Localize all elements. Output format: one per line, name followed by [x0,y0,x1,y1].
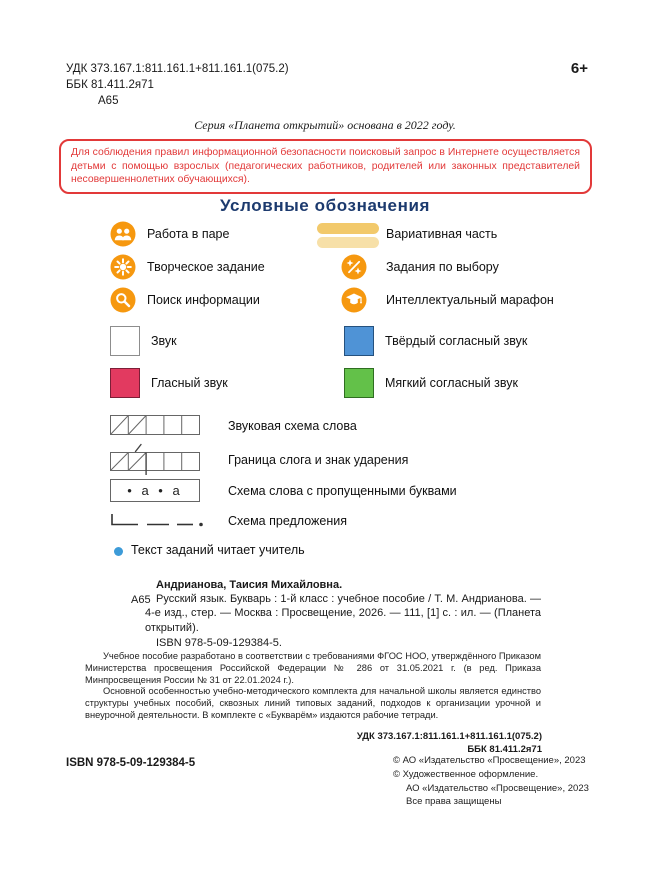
legend-label-search: Поиск информации [147,293,260,307]
copyright-line-2: © Художественное оформление. [393,768,539,780]
footer-copyright-block [393,754,589,809]
soft-consonant-square-icon [344,368,374,398]
legend-label-vowel: Гласный звук [151,376,228,390]
pair-work-icon [110,221,136,252]
legend-label-variative: Вариативная часть [386,227,498,241]
variative-bar-top [317,223,379,234]
bbk-line: ББК 81.411.2я71 [66,79,154,91]
legend-label-syllable-scheme: Граница слога и знак ударения [228,453,409,467]
variative-part-icon [317,223,379,248]
age-badge: 6+ [570,60,588,77]
vowel-square-icon [110,368,140,398]
missing-letters-scheme-icon [110,479,200,502]
copyright-line-1: © АО «Издательство «Просвещение», 2023 [393,755,586,766]
biblio-udk: УДК 373.167.1:811.161.1+811.161.1(075.2) [356,731,542,742]
biblio-author: Андрианова, Таисия Михайловна. [156,579,343,591]
creative-task-icon [110,254,136,285]
legend-title: Условные обозначения [219,196,431,215]
missing-letters-content: • а • а [127,483,183,498]
syllable-stress-scheme-icon [110,443,202,481]
sentence-scheme-icon [110,513,206,533]
sound-scheme-icon [110,415,201,441]
choice-tasks-icon [341,254,367,285]
legend-label-missing-letters: Схема слова с пропущенными буквами [228,484,457,498]
legend-label-sound: Звук [151,334,177,348]
biblio-isbn: ISBN 978-5-09-129384-5. [156,637,282,649]
safety-notice: Для соблюдения правил информационной безопасности поисковый запрос в Интернете осуществляется детьми с помощью взрослых (педагогических работников, родителей или законных представителей несовершеннолетних обучающихся). [59,139,592,194]
legend-label-sound-scheme: Звуковая схема слова [228,419,357,433]
teacher-note-label: Текст заданий читает учитель [131,543,305,557]
legend-label-hard-consonant: Твёрдый согласный звук [385,334,528,348]
hard-consonant-square-icon [344,326,374,356]
marathon-icon [341,287,367,318]
legend-label-pair-work: Работа в паре [147,227,230,241]
legend-label-creative: Творческое задание [147,260,265,274]
legend-label-soft-consonant: Мягкий согласный звук [385,376,518,390]
author-code-top: А65 [98,95,119,107]
series-note: Серия «Планета открытий» основана в 2022 году. [194,118,456,132]
biblio-note-feature: Основной особенностью учебно-методического комплекта для начальной школы является единство структуры учебных пособий, сквозных линий типовых заданий, подходов к организации урочной и внеурочной деятельности. В комплекте с «Букварём» издаются рабочие тетради. [85,686,541,721]
udk-line: УДК 373.167.1:811.161.1+811.161.1(075.2) [66,63,289,75]
biblio-udk-bbk [330,731,542,757]
footer-isbn: ISBN 978-5-09-129384-5 [66,757,196,769]
sound-square-icon [110,326,140,356]
biblio-bbk: ББК 81.411.2я71 [467,743,542,755]
biblio-note-fgos: Учебное пособие разработано в соответствии с требованиями ФГОС НОО, утверждённого Приказом Министерства просвещения Российской Федерации № 286 от 31.05.2021 г. (в ред. Приказа Минпросвещения России № 31 от 22.01.2024 г.). [85,651,541,686]
copyright-line-4: Все права защищены [406,796,502,808]
legend-label-marathon: Интеллектуальный марафон [386,293,554,307]
legend-label-sentence-scheme: Схема предложения [228,514,348,528]
legend-label-choice: Задания по выбору [386,260,499,274]
biblio-description: Русский язык. Букварь : 1-й класс : учебное пособие / Т. М. Андрианова. — 4-е изд., стер. — Москва : Просвещение, 2026. — 111, [1] с. : ил. — (Планета открытий). [145,593,541,634]
search-icon [110,287,136,318]
copyright-line-3: АО «Издательство «Просвещение», 2023 [406,782,589,794]
teacher-note-bullet-icon [114,547,123,556]
variative-bar-bottom [317,237,379,248]
biblio-code: А65 [131,594,151,606]
